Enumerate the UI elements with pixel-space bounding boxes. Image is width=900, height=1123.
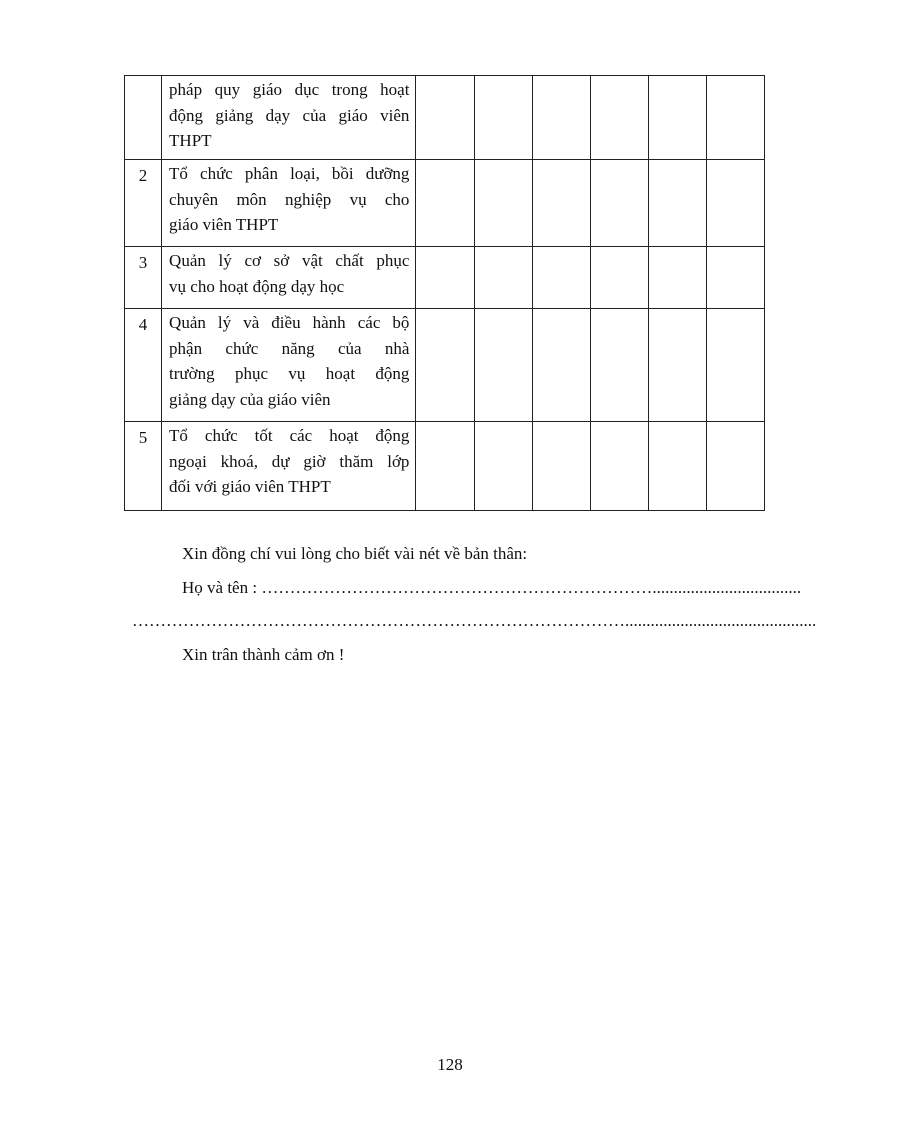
row-content-cell bbox=[162, 247, 416, 309]
row-number-cell: 2 bbox=[125, 160, 162, 247]
rating-cell[interactable] bbox=[474, 309, 532, 422]
rating-cell[interactable] bbox=[590, 76, 648, 160]
rating-cell[interactable] bbox=[648, 76, 706, 160]
content-line: động giảng dạy của giáo viên bbox=[169, 105, 410, 125]
content-line: vụ cho hoạt động dạy học bbox=[169, 276, 345, 296]
content-line: Quản lý cơ sở vật chất phục bbox=[169, 251, 410, 270]
content-line: Tổ chức tốt các hoạt động bbox=[169, 426, 410, 445]
rating-cell[interactable] bbox=[590, 309, 648, 422]
thank-you-text: Xin trân thành cảm ơn ! bbox=[182, 645, 345, 664]
table-row bbox=[125, 160, 765, 247]
content-line: giáo viên THPT bbox=[169, 215, 279, 234]
table-row bbox=[125, 422, 765, 511]
row-content-cell bbox=[162, 76, 416, 160]
row-content-cell bbox=[162, 309, 416, 422]
rating-cell[interactable] bbox=[706, 76, 764, 160]
rating-cell[interactable] bbox=[706, 160, 764, 247]
content-line: Tổ chức phân loại, bồi dưỡng bbox=[169, 164, 410, 183]
content-line: đối với giáo viên THPT bbox=[169, 477, 331, 496]
rating-cell[interactable] bbox=[416, 422, 474, 511]
table-row bbox=[125, 76, 765, 160]
rating-cell[interactable] bbox=[648, 422, 706, 511]
content-line: ngoại khoá, dự giờ thăm lớp bbox=[169, 451, 410, 471]
rating-cell[interactable] bbox=[474, 422, 532, 511]
rating-cell[interactable] bbox=[416, 160, 474, 247]
rating-cell[interactable] bbox=[590, 422, 648, 511]
rating-cell[interactable] bbox=[532, 309, 590, 422]
intro-text: Xin đồng chí vui lòng cho biết vài nét về bản thân: bbox=[182, 544, 528, 563]
content-line: giảng dạy của giáo viên bbox=[169, 389, 331, 409]
name-field-line: Họ và tên : ……………………………………………………………................................... bbox=[182, 578, 802, 597]
survey-table bbox=[124, 75, 765, 511]
content-line: phận chức năng của nhà bbox=[169, 338, 410, 358]
row-content-cell bbox=[162, 422, 416, 511]
rating-cell[interactable] bbox=[474, 247, 532, 309]
rating-cell[interactable] bbox=[706, 422, 764, 511]
rating-cell[interactable] bbox=[648, 160, 706, 247]
rating-cell[interactable] bbox=[416, 247, 474, 309]
row-number-cell: 4 bbox=[125, 309, 162, 422]
content-line: pháp quy giáo dục trong hoạt bbox=[169, 80, 410, 99]
rating-cell[interactable] bbox=[590, 160, 648, 247]
survey-table-body bbox=[125, 76, 765, 511]
content-line: Quản lý và điều hành các bộ bbox=[169, 313, 410, 332]
row-number-cell bbox=[125, 76, 162, 160]
rating-cell[interactable] bbox=[648, 247, 706, 309]
table-row bbox=[125, 247, 765, 309]
rating-cell[interactable] bbox=[474, 76, 532, 160]
rating-cell[interactable] bbox=[416, 76, 474, 160]
content-line: chuyên môn nghiệp vụ cho bbox=[169, 189, 410, 209]
rating-cell[interactable] bbox=[648, 309, 706, 422]
row-number-cell: 5 bbox=[125, 422, 162, 511]
rating-cell[interactable] bbox=[416, 309, 474, 422]
table-row bbox=[125, 309, 765, 422]
rating-cell[interactable] bbox=[532, 422, 590, 511]
dotted-continuation-line: ……………………………………………………………………………............................................. bbox=[132, 611, 817, 630]
rating-cell[interactable] bbox=[706, 247, 764, 309]
rating-cell[interactable] bbox=[474, 160, 532, 247]
content-line: THPT bbox=[169, 131, 212, 150]
rating-cell[interactable] bbox=[532, 160, 590, 247]
row-content-cell bbox=[162, 160, 416, 247]
rating-cell[interactable] bbox=[532, 247, 590, 309]
row-number-cell: 3 bbox=[125, 247, 162, 309]
rating-cell[interactable] bbox=[590, 247, 648, 309]
content-line: trường phục vụ hoạt động bbox=[169, 364, 410, 383]
rating-cell[interactable] bbox=[706, 309, 764, 422]
page-number: 128 bbox=[437, 1055, 463, 1074]
rating-cell[interactable] bbox=[532, 76, 590, 160]
